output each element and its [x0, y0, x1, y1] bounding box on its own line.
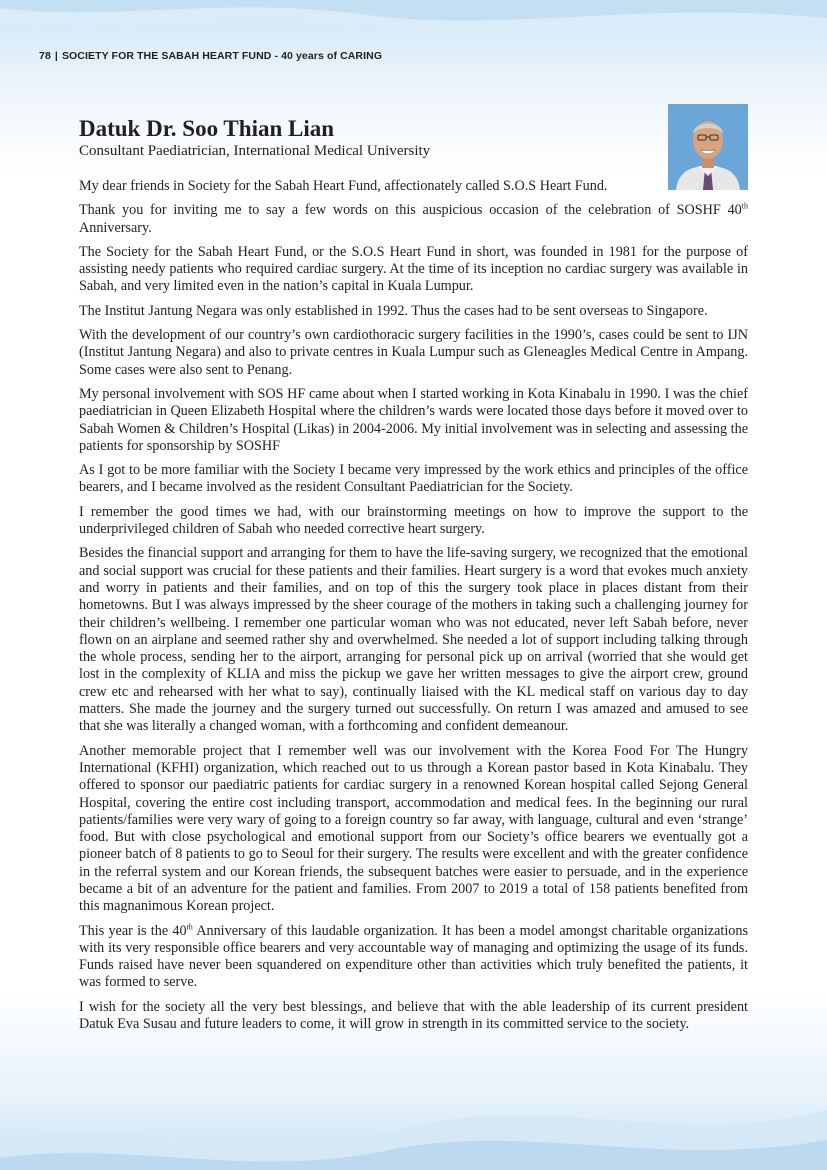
page-number: 78 — [39, 50, 51, 62]
page-header — [39, 50, 382, 62]
paragraph-8: I remember the good times we had, with our brainstorming meetings on how to improve the support to the underprivileged children of Sabah who needed corrective heart surgery. — [79, 503, 748, 538]
paragraph-2-text: Thank you for inviting me to say a few words on this auspicious occasion of the celebration of SOSHF 40 — [79, 202, 742, 219]
paragraph-10: Another memorable project that I remember well was our involvement with the Korea Food For The Hungry International (KFHI) organization, which reached out to us through a Korean pastor based in Kota Kinabalu. They offered to sponsor our paediatric patients for cardiac surgery in a renowned Korean hospital called Sejong General Hospital, covering the entire cost including transport, accommodation and medical fees. In the beginning our rural patients/families were very wary of going to a foreign country so far away, with language, cultural and even ‘strange’ food. But with close psychological and emotional support from our Society’s office bearers we eventually got a pioneer batch of 8 patients to go to Seoul for their surgery. The results were excellent and with the greater confidence in the referral system and our Korean friends, the subsequent batches were easier to persuade, and in the experience became a bit of an adventure for the patient and families. From 2007 to 2019 a total of 158 patients benefited from this magnanimous Korean project. — [79, 742, 748, 915]
header-separator: | — [54, 50, 58, 62]
paragraph-7: As I got to be more familiar with the Society I became very impressed by the work ethics and principles of the office bearers, and I became involved as the resident Consultant Paediatrician for the Society. — [79, 462, 748, 496]
paragraph-6: My personal involvement with SOS HF came about when I started working in Kota Kinabalu in 1990. I was the chief paediatrician in Queen Elizabeth Hospital where the children’s wards were located those days before it moved over to Sabah Women & Children’s Hospital (Likas) in 2004-2006. My initial involvement was in selecting and assessing the patients for sponsorship by SOSHF — [79, 385, 748, 454]
paragraph-11-text: This year is the 40 — [79, 922, 187, 939]
paragraph-11-text-end: Anniversary of this laudable organization. It has been a model amongst charitable organizations with its very responsible office bearers and very accountable way of managing and optimizing the usage of its funds. Funds raised have never been squandered on expenditure other than activities which truly benefited the patients, it was formed to serve. — [79, 922, 748, 991]
superscript: th — [741, 201, 748, 211]
header-title: SOCIETY FOR THE SABAH HEART FUND - 40 years of CARING — [61, 50, 383, 62]
bottom-wave-decoration — [0, 1060, 827, 1170]
paragraph-9: Besides the financial support and arranging for them to have the life-saving surgery, we recognized that the emotional and social support was crucial for these patients and their families. Heart surgery is a word that evokes much anxiety and worry in patients and their families, and on top of this the surgery took place in places distant from their hometowns. But I was always impressed by the sheer courage of the mothers in taking such a challenging journey for their children’s wellbeing. I remember one particular woman who was not educated, never left Sabah before, never flown on an airplane and seemed rather shy and overwhelmed. She needed a lot of support including talking through the whole process, sending her to the airport, arranging for personal pick up on arrival (worried that she would get lost in the complexity of KLIA and miss the pickup we gave her written messages to give the airport crew, ground crew etc and rehearsed with her what to say), continually liaised with the KL medical staff on various day to day matters. She made the journey and the surgery turned out successfully. On return I was amazed and amused to see that she was literally a changed woman, with a forthcoming and confident demeanour. — [79, 545, 748, 735]
paragraph-3: The Society for the Sabah Heart Fund, or the S.O.S Heart Fund in short, was founded in 1981 for the purpose of assisting needy patients who required cardiac surgery. At the time of its inception no cardiac surgery was available in Sabah, and very limited even in the nation’s capital in Kuala Lumpur. — [79, 243, 748, 295]
article — [79, 116, 748, 1040]
superscript: th — [186, 921, 193, 931]
author-role: Consultant Paediatrician, International Medical University — [79, 143, 431, 159]
paragraph-1: My dear friends in Society for the Sabah Heart Fund, affectionately called S.O.S Heart Fund. — [79, 178, 608, 194]
paragraph-4: The Institut Jantung Negara was only established in 1992. Thus the cases had to be sent overseas to Singapore. — [79, 302, 708, 319]
paragraph-5: With the development of our country’s own cardiothoracic surgery facilities in the 1990’s, cases could be sent to IJN (Institut Jantung Negara) and also to private centres in Kuala Lumpur such as Gleneagles Medical Centre in Ampang. Some cases were also sent to Penang. — [79, 327, 748, 378]
author-name: Datuk Dr. Soo Thian Lian — [79, 116, 335, 141]
paragraph-12: I wish for the society all the very best blessings, and believe that with the able leadership of its current president Datuk Eva Susau and future leaders to come, it will grow in strength in its committed service to the society. — [79, 998, 748, 1033]
paragraph-11 — [79, 923, 748, 992]
paragraph-2-text-end: Anniversary. — [79, 219, 152, 236]
paragraph-2 — [79, 202, 748, 237]
